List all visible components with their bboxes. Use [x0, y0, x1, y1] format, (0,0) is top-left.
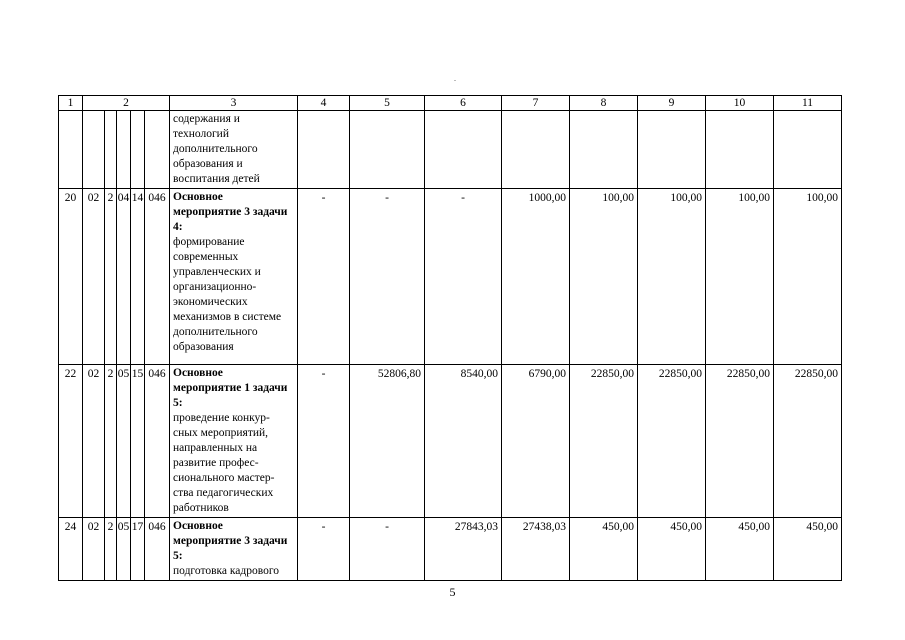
table-row [59, 189, 842, 365]
value-col-7: 1000,00 [502, 189, 570, 365]
code-task: 04 [117, 189, 131, 365]
code-program: 02 [83, 365, 105, 518]
value-col-11: 22850,00 [774, 365, 842, 518]
activity-title: Основное мероприятие 1 задачи 5: [173, 367, 288, 409]
header-cell-5: 5 [350, 96, 425, 111]
table-row [59, 365, 842, 518]
budget-table [58, 95, 842, 581]
table-row-continuation [59, 111, 842, 189]
activity-cell [170, 189, 298, 365]
row-number: 20 [59, 189, 83, 365]
header-cell-2: 2 [83, 96, 170, 111]
code-department: 046 [145, 365, 170, 518]
code-subprogram: 2 [105, 365, 117, 518]
activity-description: проведение конкур-сных мероприятий, направленных на развитие профес-сионального мастер-ства педагогических работников [173, 412, 275, 514]
header-cell-9: 9 [638, 96, 706, 111]
code-program: 02 [83, 518, 105, 581]
value-col-10: 100,00 [706, 189, 774, 365]
header-cell-10: 10 [706, 96, 774, 111]
header-cell-4: 4 [298, 96, 350, 111]
value-col-7: 6790,00 [502, 365, 570, 518]
continuation-text: содержания и технологий дополнительного образования и воспитания детей [170, 111, 298, 189]
code-subprogram: 2 [105, 189, 117, 365]
header-cell-6: 6 [425, 96, 502, 111]
value-col-9: 22850,00 [638, 365, 706, 518]
value-col-5: 52806,80 [350, 365, 425, 518]
code-task: 05 [117, 365, 131, 518]
value-col-10: 450,00 [706, 518, 774, 581]
activity-cell [170, 518, 298, 581]
scan-speck [454, 80, 456, 81]
value-col-6: 27843,03 [425, 518, 502, 581]
code-subprogram: 2 [105, 518, 117, 581]
code-program: 02 [83, 189, 105, 365]
value-col-10: 22850,00 [706, 365, 774, 518]
value-col-4: - [298, 365, 350, 518]
header-cell-7: 7 [502, 96, 570, 111]
value-col-8: 450,00 [570, 518, 638, 581]
code-department: 046 [145, 189, 170, 365]
row-number: 24 [59, 518, 83, 581]
value-col-6: - [425, 189, 502, 365]
row-number: 22 [59, 365, 83, 518]
header-row [59, 96, 842, 111]
value-col-4: - [298, 518, 350, 581]
code-activity: 17 [131, 518, 145, 581]
activity-description: подготовка кадрового [173, 565, 280, 577]
code-task: 05 [117, 518, 131, 581]
value-col-9: 100,00 [638, 189, 706, 365]
page-number: 5 [449, 585, 456, 599]
value-col-5: - [350, 189, 425, 365]
value-col-4: - [298, 189, 350, 365]
value-col-11: 100,00 [774, 189, 842, 365]
value-col-8: 22850,00 [570, 365, 638, 518]
code-activity: 15 [131, 365, 145, 518]
code-activity: 14 [131, 189, 145, 365]
header-cell-3: 3 [170, 96, 298, 111]
value-col-11: 450,00 [774, 518, 842, 581]
activity-description: формирование современных управленческих и организационно-экономических механизмов в системе дополнительного образования [173, 236, 282, 353]
activity-cell [170, 365, 298, 518]
activity-title: Основное мероприятие 3 задачи 4: [173, 191, 288, 233]
value-col-6: 8540,00 [425, 365, 502, 518]
header-cell-8: 8 [570, 96, 638, 111]
header-cell-1: 1 [59, 96, 83, 111]
value-col-8: 100,00 [570, 189, 638, 365]
activity-title: Основное мероприятие 3 задачи 5: [173, 520, 288, 562]
header-cell-11: 11 [774, 96, 842, 111]
value-col-7: 27438,03 [502, 518, 570, 581]
value-col-9: 450,00 [638, 518, 706, 581]
table-row [59, 518, 842, 581]
code-department: 046 [145, 518, 170, 581]
value-col-5: - [350, 518, 425, 581]
